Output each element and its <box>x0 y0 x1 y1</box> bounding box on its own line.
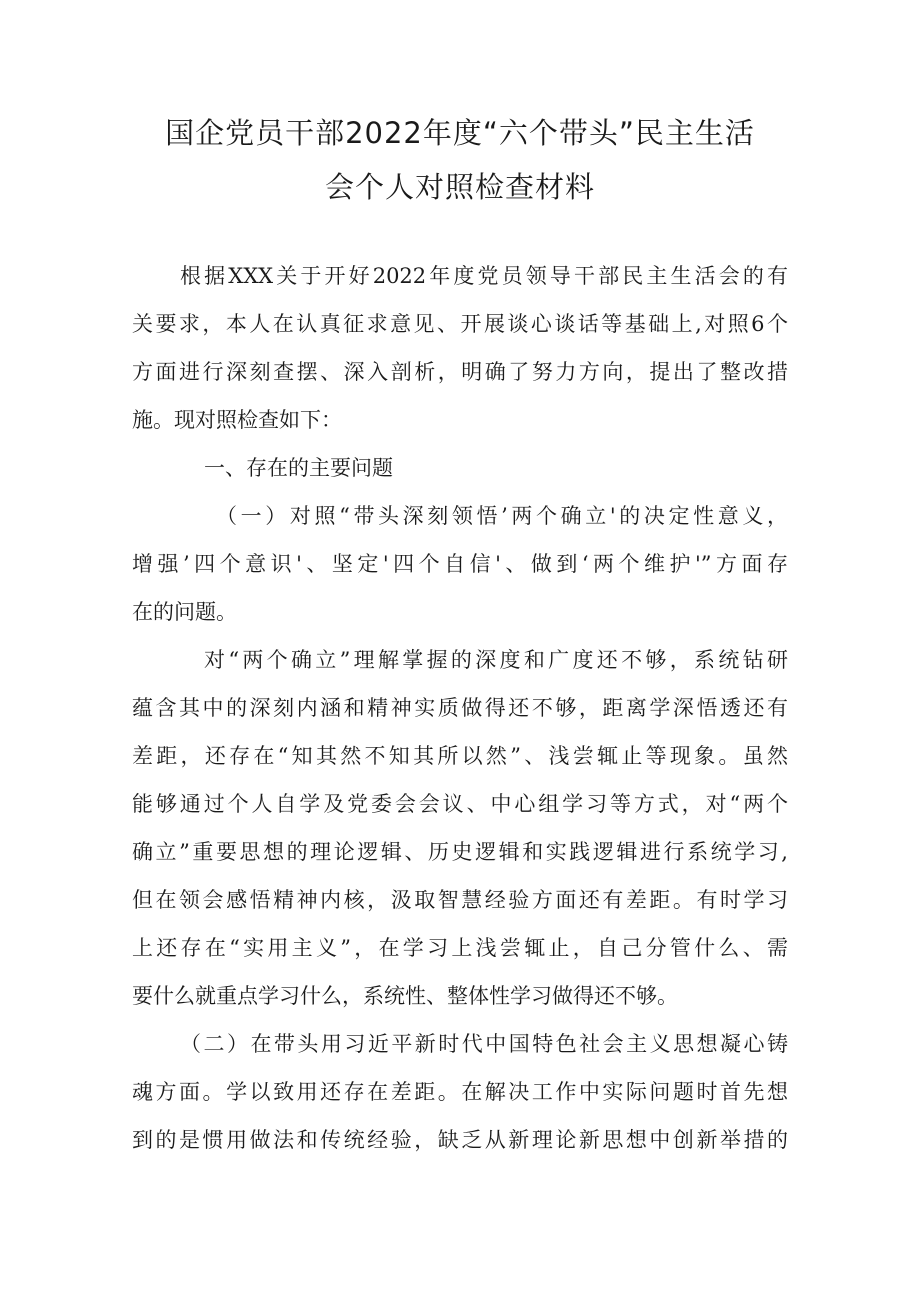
paragraph-line: 但在领会感悟精神内核，汲取智慧经验方面还有差距。有时学习 <box>132 888 788 912</box>
paragraph-intro-line: 方面进行深刻查摆、深入剖析，明确了努力方向，提出了整改措 <box>132 360 788 384</box>
paragraph-line: 能够通过个人自学及党委会会议、中心组学习等方式，对“两个 <box>132 792 788 816</box>
document-body <box>132 252 788 1164</box>
paragraph-line: 对“两个确立”理解掌握的深度和广度还不够，系统钻研 <box>204 648 788 672</box>
paragraph-line: 要什么就重点学习什么，系统性、整体性学习做得还不够。 <box>132 984 678 1008</box>
paragraph-line: 差距，还存在“知其然不知其所以然”、浅尝辄止等现象。虽然 <box>132 744 788 768</box>
subsection-heading-line: 增强’四个意识'、坚定'四个自信'、做到‘两个维护'”方面存 <box>132 552 788 576</box>
paragraph-line: 确立”重要思想的理论逻辑、历史逻辑和实践逻辑进行系统学习, <box>132 840 788 864</box>
subsection-heading-line: （二）在带头用习近平新时代中国特色社会主义思想凝心铸 <box>180 1032 788 1056</box>
subsection-heading-line: 在的问题。 <box>132 600 237 624</box>
paragraph-intro-line: 关要求，本人在认真征求意见、开展谈心谈话等基础上,对照6个 <box>132 312 788 336</box>
section-heading: 一、存在的主要问题 <box>204 456 393 480</box>
paragraph-line: 上还存在“实用主义”，在学习上浅尝辄止，自己分管什么、需 <box>132 936 788 960</box>
paragraph-line: 魂方面。学以致用还存在差距。在解决工作中实际问题时首先想 <box>132 1080 788 1104</box>
paragraph-line: 蕴含其中的深刻内涵和精神实质做得还不够，距离学深悟透还有 <box>132 696 788 720</box>
subsection-heading-line: （一）对照“带头深刻领悟’两个确立'的决定性意义， <box>216 504 788 528</box>
paragraph-intro-line: 根据XXX关于开好2022年度党员领导干部民主生活会的有 <box>180 264 788 288</box>
paragraph-intro-line: 施。现对照检查如下： <box>132 408 342 432</box>
document-title-line-2: 会个人对照检查材料 <box>324 170 595 204</box>
paragraph-line: 到的是惯用做法和传统经验，缺乏从新理论新思想中创新举措的 <box>132 1128 788 1152</box>
document-title-line-1: 国企党员干部2022年度“六个带头”民主生活 <box>165 116 755 150</box>
